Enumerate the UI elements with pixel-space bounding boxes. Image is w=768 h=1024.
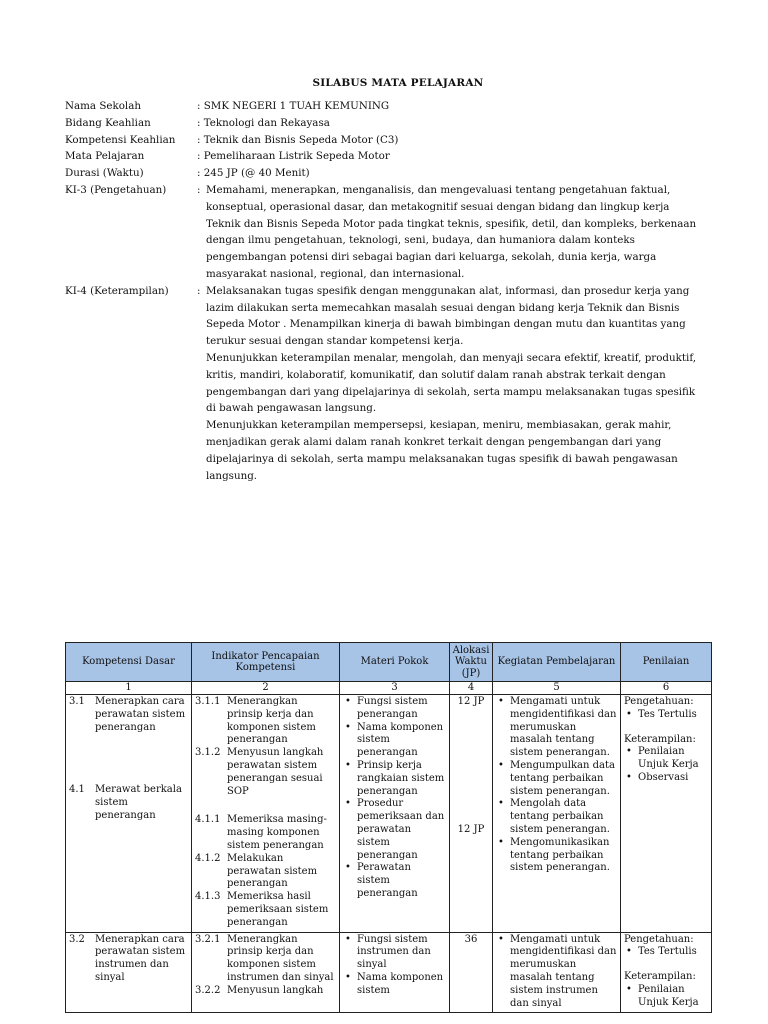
info-label: Mata Pelajaran <box>65 150 145 163</box>
info-row-field <box>65 115 720 132</box>
waktu-value: 12 JP <box>457 696 485 707</box>
kd-cell <box>66 932 192 1013</box>
list-item: • Prinsip kerja rangkaian sistem penerangan <box>343 760 446 798</box>
ki4-text <box>206 283 720 485</box>
header-kegiatan: Kegiatan Pembelajaran <box>493 643 621 682</box>
indikator-text: Menyusun langkah perawatan sistem penerangan sesuai SOP <box>227 747 324 797</box>
info-label: Bidang Keahlian <box>65 116 151 129</box>
ki3-line: dengan ilmu pengetahuan, teknologi, seni, budaya, dan humaniora dalam konteks <box>206 234 635 247</box>
indikator-item <box>195 985 336 998</box>
ki4-line: dipelajarinya di sekolah, serta mampu melaksanakan tugas spesifik di bawah pengawasan <box>206 452 678 465</box>
info-value: : Teknologi dan Rekayasa <box>197 116 330 129</box>
list-item: • Mengamati untuk mengidentifikasi dan merumuskan masalah tentang sistem instrumen dan sinyal <box>496 934 617 1011</box>
info-row-ki3 <box>65 182 720 283</box>
ki4-line: Menunjukkan keterampilan menalar, mengolah, dan menyaji secara efektif, kreatif, produktif, <box>206 351 697 364</box>
column-number: 2 <box>192 682 340 695</box>
waktu-cell <box>450 932 493 1013</box>
penilaian-heading: Pengetahuan: <box>624 696 694 707</box>
penilaian-list <box>624 984 708 1010</box>
ki4-line: langsung. <box>206 469 258 482</box>
materi-list <box>343 696 446 901</box>
ki3-colon: : <box>197 183 201 196</box>
column-number-row <box>66 682 712 695</box>
info-label: Kompetensi Keahlian <box>65 133 176 146</box>
list-item: • Penilaian Unjuk Kerja <box>624 984 708 1010</box>
ki4-colon: : <box>197 284 201 297</box>
column-number: 6 <box>621 682 712 695</box>
penilaian-list <box>624 746 708 784</box>
info-label: Durasi (Waktu) <box>65 167 144 180</box>
kegiatan-cell <box>493 695 621 933</box>
table-header-row <box>66 643 712 682</box>
header-penilaian: Penilaian <box>621 643 712 682</box>
indikator-item <box>195 814 336 852</box>
kd-item <box>69 784 188 822</box>
ki4-line: Sepeda Motor . Menampilkan kinerja di bawah bimbingan dengan mutu dan kuantitas yang <box>206 318 686 331</box>
indikator-text: Menyusun langkah <box>227 984 324 996</box>
list-item: • Nama komponen sistem <box>343 972 446 998</box>
ki4-line: Melaksanakan tugas spesifik dengan menggunakan alat, informasi, dan prosedur kerja yang <box>206 284 690 297</box>
kegiatan-list <box>496 696 617 875</box>
materi-cell <box>340 695 450 933</box>
list-item: • Observasi <box>624 772 708 785</box>
indikator-number: 4.1.1 <box>195 814 221 826</box>
list-item: • Penilaian Unjuk Kerja <box>624 746 708 772</box>
kd-item <box>69 696 188 734</box>
ki3-line: pengembangan potensi diri sebagai bagian dari keluarga, sekolah, dunia kerja, warga <box>206 251 657 264</box>
kd-item <box>69 934 188 985</box>
document-title: SILABUS MATA PELAJARAN <box>312 77 484 89</box>
ki4-line: terukur sesuai dengan standar kompetensi kerja. <box>206 335 464 348</box>
waktu-value: 12 JP <box>457 823 485 835</box>
header-indikator: Indikator Pencapaian Kompetensi <box>192 643 340 682</box>
kegiatan-list <box>496 934 617 1011</box>
indikator-number: 3.2.1 <box>195 933 221 945</box>
ki4-line: pengembangan dari yang dipelajarinya di sekolah, serta mampu melaksanakan tugas spesifik <box>206 385 696 398</box>
materi-cell <box>340 932 450 1013</box>
penilaian-list <box>624 709 708 722</box>
info-value: : Teknik dan Bisnis Sepeda Motor (C3) <box>197 133 399 146</box>
indikator-number: 3.1.1 <box>195 696 221 707</box>
info-value: : SMK NEGERI 1 TUAH KEMUNING <box>197 100 390 112</box>
indikator-text: Melakukan perawatan sistem penerangan <box>227 852 318 890</box>
penilaian-list <box>624 946 708 959</box>
info-row-ki4 <box>65 283 720 485</box>
indikator-text: Menerangkan prinsip kerja dan komponen sistem instrumen dan sinyal <box>227 933 334 983</box>
indikator-number: 4.1.3 <box>195 891 221 903</box>
identity-block <box>65 98 720 484</box>
indikator-text: Menerangkan prinsip kerja dan komponen sistem penerangan <box>227 696 316 746</box>
header-alokasi-waktu: Alokasi Waktu (JP) <box>450 643 493 682</box>
info-row-duration <box>65 165 720 182</box>
list-item: • Fungsi sistem instrumen dan sinyal <box>343 934 446 972</box>
penilaian-heading: Keterampilan: <box>624 971 696 983</box>
list-item: • Tes Tertulis <box>624 709 708 722</box>
kd-cell <box>66 695 192 933</box>
ki4-line: kritis, mandiri, kolaboratif, komunikatif, dan solutif dalam ranah abstrak terkait dengan <box>206 368 666 381</box>
indikator-number: 3.1.2 <box>195 747 221 759</box>
indikator-item <box>195 891 336 929</box>
indikator-number: 4.1.2 <box>195 852 221 864</box>
list-item: • Fungsi sistem penerangan <box>343 696 446 722</box>
list-item: • Mengumpulkan data tentang perbaikan sistem penerangan. <box>496 760 617 798</box>
column-number: 1 <box>66 682 192 695</box>
indikator-cell <box>192 932 340 1013</box>
list-item: • Prosedur pemeriksaan dan perawatan sistem penerangan <box>343 798 446 862</box>
info-row-competency <box>65 132 720 149</box>
table-row <box>66 695 712 933</box>
indikator-number: 3.2.2 <box>195 984 221 996</box>
penilaian-heading: Keterampilan: <box>624 733 696 745</box>
penilaian-cell <box>621 695 712 933</box>
table-row <box>66 932 712 1013</box>
list-item: • Tes Tertulis <box>624 946 708 959</box>
kd-number: 3.2 <box>69 933 85 945</box>
kd-text: Merawat berkala sistem penerangan <box>95 784 182 821</box>
penilaian-heading: Pengetahuan: <box>624 933 694 945</box>
penilaian-cell <box>621 932 712 1013</box>
list-item: • Nama komponen sistem penerangan <box>343 722 446 760</box>
info-row-subject <box>65 148 720 165</box>
kd-text: Menerapkan cara perawatan sistem instrumen dan sinyal <box>95 933 186 983</box>
column-number: 3 <box>340 682 450 695</box>
kegiatan-cell <box>493 932 621 1013</box>
list-item: • Perawatan sistem penerangan <box>343 862 446 900</box>
ki4-line: lazim dilakukan serta memecahkan masalah sesuai dengan bidang kerja Teknik dan Bisnis <box>206 301 680 314</box>
indikator-item <box>195 747 336 798</box>
ki4-line: Menunjukkan keterampilan mempersepsi, kesiapan, meniru, membiasakan, gerak mahir, <box>206 419 672 432</box>
list-item: • Mengamati untuk mengidentifikasi dan merumuskan masalah tentang sistem penerangan. <box>496 696 617 760</box>
waktu-cell <box>450 695 493 933</box>
materi-list <box>343 934 446 998</box>
info-row-school <box>65 98 720 115</box>
column-number: 5 <box>493 682 621 695</box>
indikator-item <box>195 934 336 985</box>
info-label: Nama Sekolah <box>65 100 141 112</box>
kd-number: 4.1 <box>69 784 85 796</box>
list-item: • Mengomunikasikan tentang perbaikan sistem penerangan. <box>496 837 617 875</box>
header-kompetensi-dasar: Kompetensi Dasar <box>66 643 192 682</box>
syllabus-table <box>65 642 712 1013</box>
kd-number: 3.1 <box>69 696 85 707</box>
ki3-line: Memahami, menerapkan, menganalisis, dan mengevaluasi tentang pengetahuan faktual, <box>206 183 671 196</box>
kd-text: Menerapkan cara perawatan sistem penerangan <box>95 696 186 733</box>
ki4-line: di bawah pengawasan langsung. <box>206 402 377 415</box>
ki4-line: menjadikan gerak alami dalam ranah konkret terkait dengan pengembangan dari yang <box>206 435 662 448</box>
ki3-label: KI-3 (Pengetahuan) <box>65 183 167 196</box>
indikator-text: Memeriksa hasil pemeriksaan sistem penerangan <box>227 891 329 928</box>
indikator-item <box>195 696 336 747</box>
indikator-item <box>195 853 336 891</box>
column-number: 4 <box>450 682 493 695</box>
waktu-value: 36 <box>464 933 478 945</box>
indikator-text: Memeriksa masing-masing komponen sistem penerangan <box>227 814 327 851</box>
header-materi-pokok: Materi Pokok <box>340 643 450 682</box>
ki3-text <box>206 182 720 283</box>
indikator-cell <box>192 695 340 933</box>
info-value: : Pemeliharaan Listrik Sepeda Motor <box>197 150 390 163</box>
info-value: : 245 JP (@ 40 Menit) <box>197 167 310 180</box>
list-item: • Mengolah data tentang perbaikan sistem penerangan. <box>496 798 617 836</box>
ki4-label: KI-4 (Keterampilan) <box>65 284 169 297</box>
ki3-line: masyarakat nasional, regional, dan internasional. <box>206 267 465 280</box>
ki3-line: Teknik dan Bisnis Sepeda Motor pada tingkat teknis, spesifik, detil, dan kompleks, berkenaan <box>206 217 697 230</box>
ki3-line: konseptual, operasional dasar, dan metakognitif sesuai dengan bidang dan lingkup kerja <box>206 200 670 213</box>
